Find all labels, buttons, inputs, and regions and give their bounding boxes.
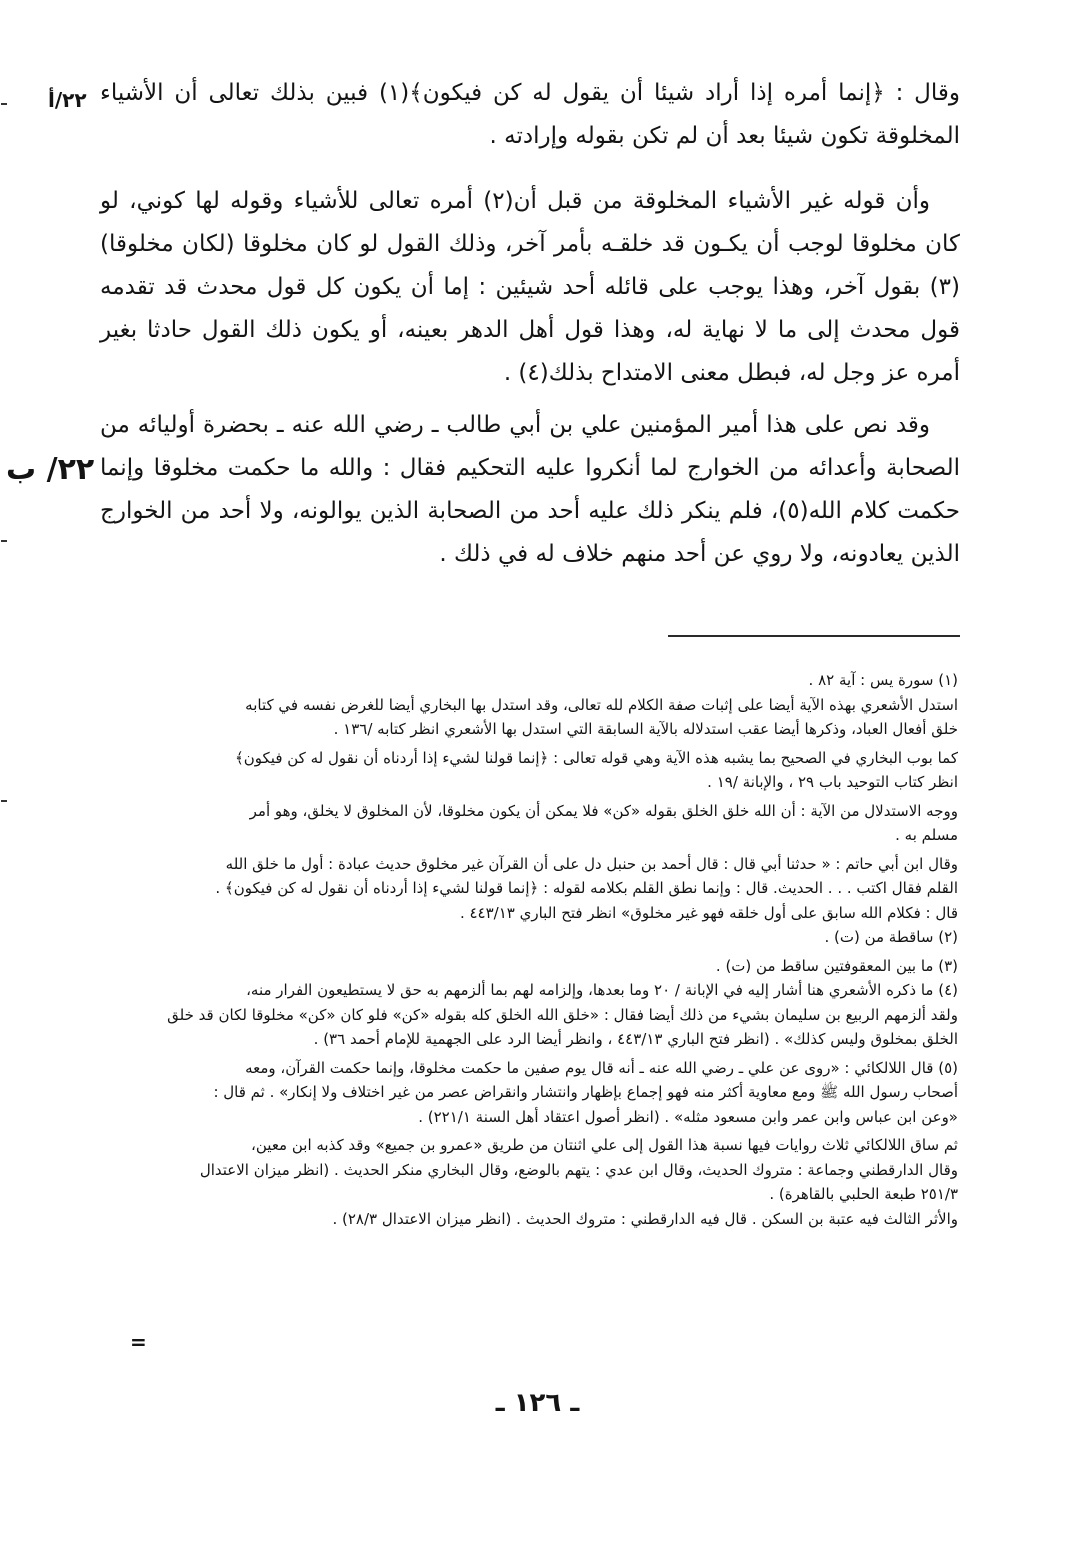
footnote-line: والأثر الثالث فيه عتبة بن السكن . قال فيه الدارقطني : متروك الحديث . (انظر ميزان الاعتدال ٢٨/٣) .	[332, 1209, 958, 1228]
footnote-separator	[668, 635, 960, 637]
margin-folio-note-top: ٢٢/أ	[48, 88, 87, 112]
footnote-line: ولقد ألزمهم الربيع بن سليمان بشيء من ذلك أيضا فقال : «خلق الله الخلق كله بقوله «كن» فلو كان «كن» مخلوقا لكان قد خلق	[167, 1005, 958, 1024]
footnote-line: (١) سورة يس : آية ٨٢ .	[808, 671, 958, 689]
footnote-line: (٢) ساقطة من (ت) .	[824, 928, 958, 946]
body-paragraph-1-text: وقال : ﴿إنما أمره إذا أراد شيئا أن يقول له كن فيكون﴾(١) فبين بذلك تعالى أن الأشياء المخلوقة تكون شيئا بعد أن لم تكن بقوله وإرادته .	[100, 80, 960, 149]
footnote-line: القلم فقال اكتب . . . الحديث. قال : وإنما نطق القلم بكلامه لقوله : ﴿إنما قولنا لشيء إذا أردناه أن نقول له كن فيكون﴾ .	[215, 879, 958, 897]
footnote-line: «وعن ابن عباس وابن عمر وابن مسعود مثله» . (انظر أصول اعتقاد أهل السنة ٢٢١/١) .	[418, 1107, 958, 1126]
footnote-line: الخلق بمخلوق وليس كذلك» . (انظر فتح الباري ٤٤٣/١٣ ، وانظر أيضا الرد على الجهمية للإمام أحمد ٣٦) .	[313, 1030, 958, 1048]
footnote-line: قال : فكلام الله سابق على أول خلقه فهو غير مخلوق» انظر فتح الباري ٤٤٣/١٣ .	[459, 903, 958, 922]
footnote-line: ثم ساق اللالكائي ثلاث روايات فيها نسبة هذا القول إلى علي اثنتان من طريق «عمرو بن جميع» وقد كذبه ابن معين،	[251, 1136, 958, 1154]
footnote-line: ووجه الاستدلال من الآية : أن الله خلق الخلق بقوله «كن» فلا يمكن أن يكون مخلوقا، لأن المخلوق لا يخلق، وهو أمر	[249, 801, 958, 820]
body-paragraph-3-text: وقد نص على هذا أمير المؤمنين علي بن أبي طالب ـ رضي الله عنه ـ بحضرة أوليائه من الصحابة وأعدائه من الخوارج لما أنكروا عليه التحكيم فقال : والله ما حكمت مخلوقا وإنما حكمت كلام الله(٥)، فلم ينكر ذلك عليه أحد من الصحابة الذين يوالونه، ولا أحد من الخوارج الذين يعادونه، ولا روي عن أحد منهم خلاف له في ذلك .	[100, 412, 960, 567]
footnote-line: (٤) ما ذكره الأشعري هنا أشار إليه في الإبانة / ٢٠ وما بعدها، وإلزامه لهم بما ألزمهم به حق لا يستطيعون الفرار منه،	[246, 981, 958, 999]
edge-mark	[1, 800, 7, 802]
footnote-line: وقال الدارقطني وجماعة : متروك الحديث، وقال ابن عدي : يتهم بالوضع، وقال البخاري منكر الحديث . (انظر ميزان الاعتدال	[199, 1160, 958, 1179]
footnote-line: كما بوب البخاري في الصحيح بما يشبه هذه الآية وهي قوله تعالى : ﴿إنما قولنا لشيء إذا أردناه أن نقول له كن فيكون﴾	[234, 748, 958, 767]
body-paragraph-3	[100, 404, 960, 576]
footnote-line: (٥) قال اللالكائي : «روى عن علي ـ رضي الله عنه ـ أنه قال يوم صفين ما حكمت مخلوقا، وإنما حكمت القرآن، ومعه	[245, 1058, 958, 1077]
footnotes	[140, 668, 958, 1231]
footnote-line: استدل الأشعري بهذه الآية أيضا على إثبات صفة الكلام لله تعالى، وقد استدل بها البخاري أيضا للغرض نفسه في كتابه	[245, 695, 958, 714]
body-paragraph-1	[100, 72, 960, 158]
margin-folio-note-middle: ٢٢/ ب	[6, 452, 95, 487]
continuation-mark: =	[130, 1330, 147, 1354]
footnote-line: مسلم به .	[895, 826, 958, 844]
footnote-line: أصحاب رسول الله ﷺ ومع معاوية أكثر منه فهو إجماع بإظهار وانتشار وانقراض عصر من غير اختلاف ولا إنكار» . ثم قال :	[213, 1083, 958, 1101]
edge-mark	[1, 103, 7, 105]
edge-mark	[1, 540, 7, 542]
footnote-line: ٢٥١/٣ طبعة الحلبي بالقاهرة) .	[769, 1185, 958, 1203]
body-paragraph-2-text: وأن قوله غير الأشياء المخلوقة من قبل أن(٢) أمره تعالى للأشياء وقوله لها كوني، لو كان مخلوقا لوجب أن يكـون قد خلقـه بأمر آخر، وذلك القول لو كان مخلوقا (لكان مخلوقا)(٣) بقول آخر، وهذا يوجب على قائله أحد شيئين : إما أن يكون كل قول محدث قد تقدمه قول محدث إلى ما لا نهاية له، وهذا قول أهل الدهر بعينه، أو يكون ذلك القول حادثا بغير أمره عز وجل له، فبطل معنى الامتداح بذلك(٤) .	[100, 188, 960, 386]
footnote-line: انظر كتاب التوحيد باب ٢٩ ، والإبانة /١٩ .	[707, 773, 958, 791]
footnote-line: وقال ابن أبي حاتم : « حدثنا أبي قال : قال أحمد بن حنبل دل على أن القرآن غير مخلوق حديث عبادة : أول ما خلق الله	[225, 854, 958, 873]
body-paragraph-2	[100, 180, 960, 395]
footnote-line: خلق أفعال العباد، وذكرها أيضا عقب استدلاله بالآية السابقة التي استدل بها الأشعري انظر كتابه /١٣٦ .	[333, 720, 958, 738]
footnote-line: (٣) ما بين المعقوفتين ساقط من (ت) .	[715, 956, 958, 975]
page-number: ـ ١٢٦ ـ	[495, 1388, 580, 1418]
